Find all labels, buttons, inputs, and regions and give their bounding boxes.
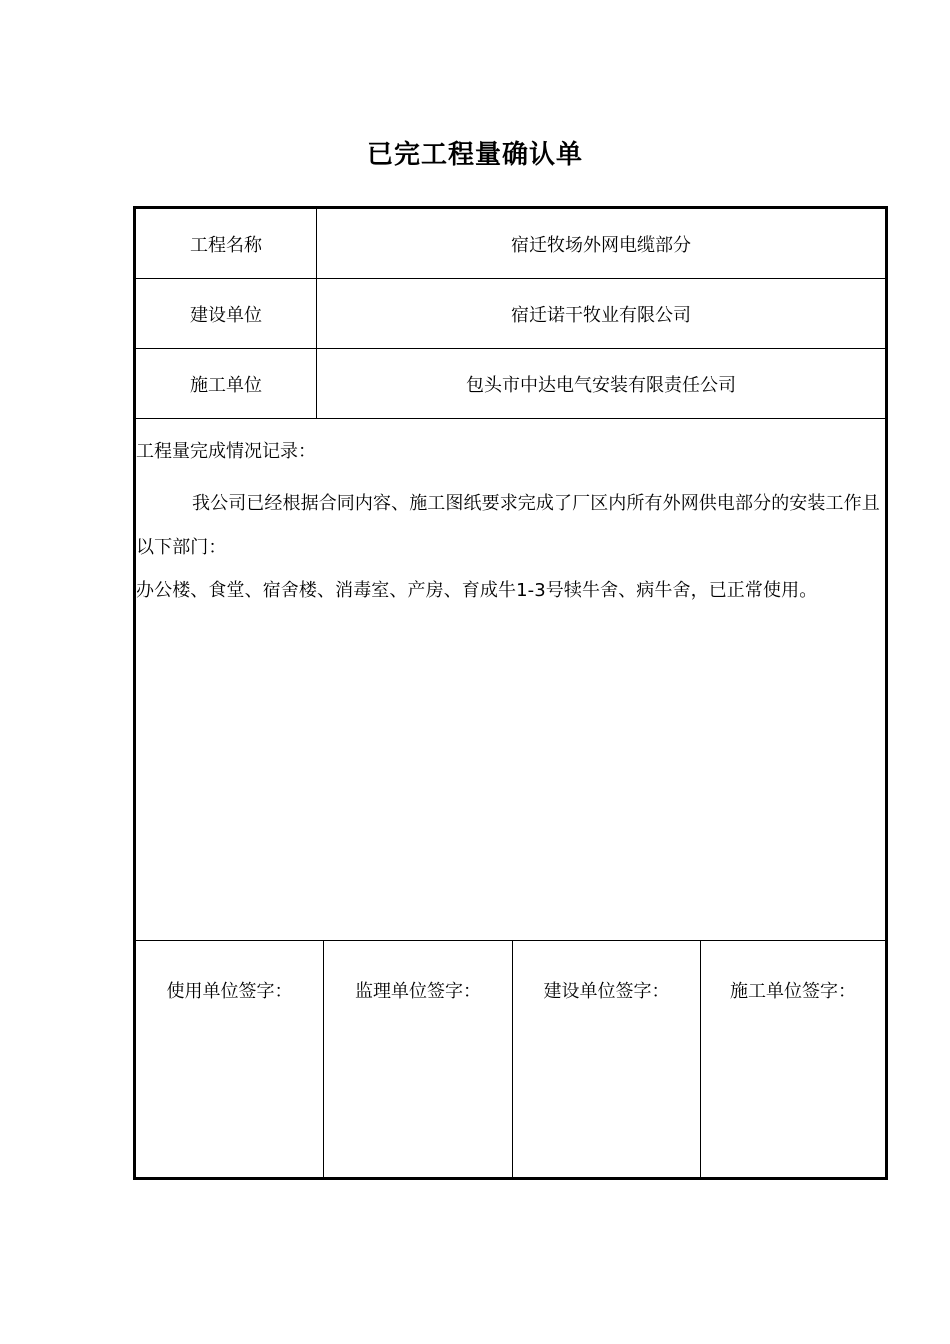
document-title: 已完工程量确认单 (366, 140, 583, 170)
signature-cell-user (136, 941, 324, 1177)
contractor-label: 施工单位 (136, 349, 317, 418)
info-row-project-name (136, 209, 885, 279)
confirmation-form (133, 206, 888, 1180)
project-name-value: 宿迁牧场外网电缆部分 (511, 234, 691, 256)
signature-row (136, 941, 885, 1177)
record-building-list: 办公楼、食堂、宿舍楼、消毒室、产房、育成牛1-3号犊牛舍、病牛舍，已正常使用。 (136, 580, 818, 601)
signature-label-contractor: 施工单位签字： (730, 981, 856, 1002)
record-heading: 工程量完成情况记录： (136, 441, 316, 462)
signature-label-user: 使用单位签字： (166, 981, 293, 1002)
project-name-label: 工程名称 (136, 209, 317, 278)
signature-cell-contractor (701, 941, 885, 1177)
owner-value: 宿迁诺干牧业有限公司 (511, 304, 691, 326)
contractor-value: 包头市中达电气安装有限责任公司 (466, 374, 736, 396)
info-row-owner (136, 279, 885, 349)
signature-cell-owner (513, 941, 701, 1177)
record-body-text: 我公司已经根据合同内容、施工图纸要求完成了厂区内所有外网供电部分的安装工作且以下部门： (136, 493, 880, 558)
signature-cell-supervisor (324, 941, 513, 1177)
info-row-contractor (136, 349, 885, 419)
completion-record-section (136, 419, 885, 941)
signature-label-supervisor: 监理单位签字： (355, 981, 481, 1002)
signature-label-owner: 建设单位签字： (543, 981, 670, 1002)
owner-label: 建设单位 (136, 279, 317, 348)
